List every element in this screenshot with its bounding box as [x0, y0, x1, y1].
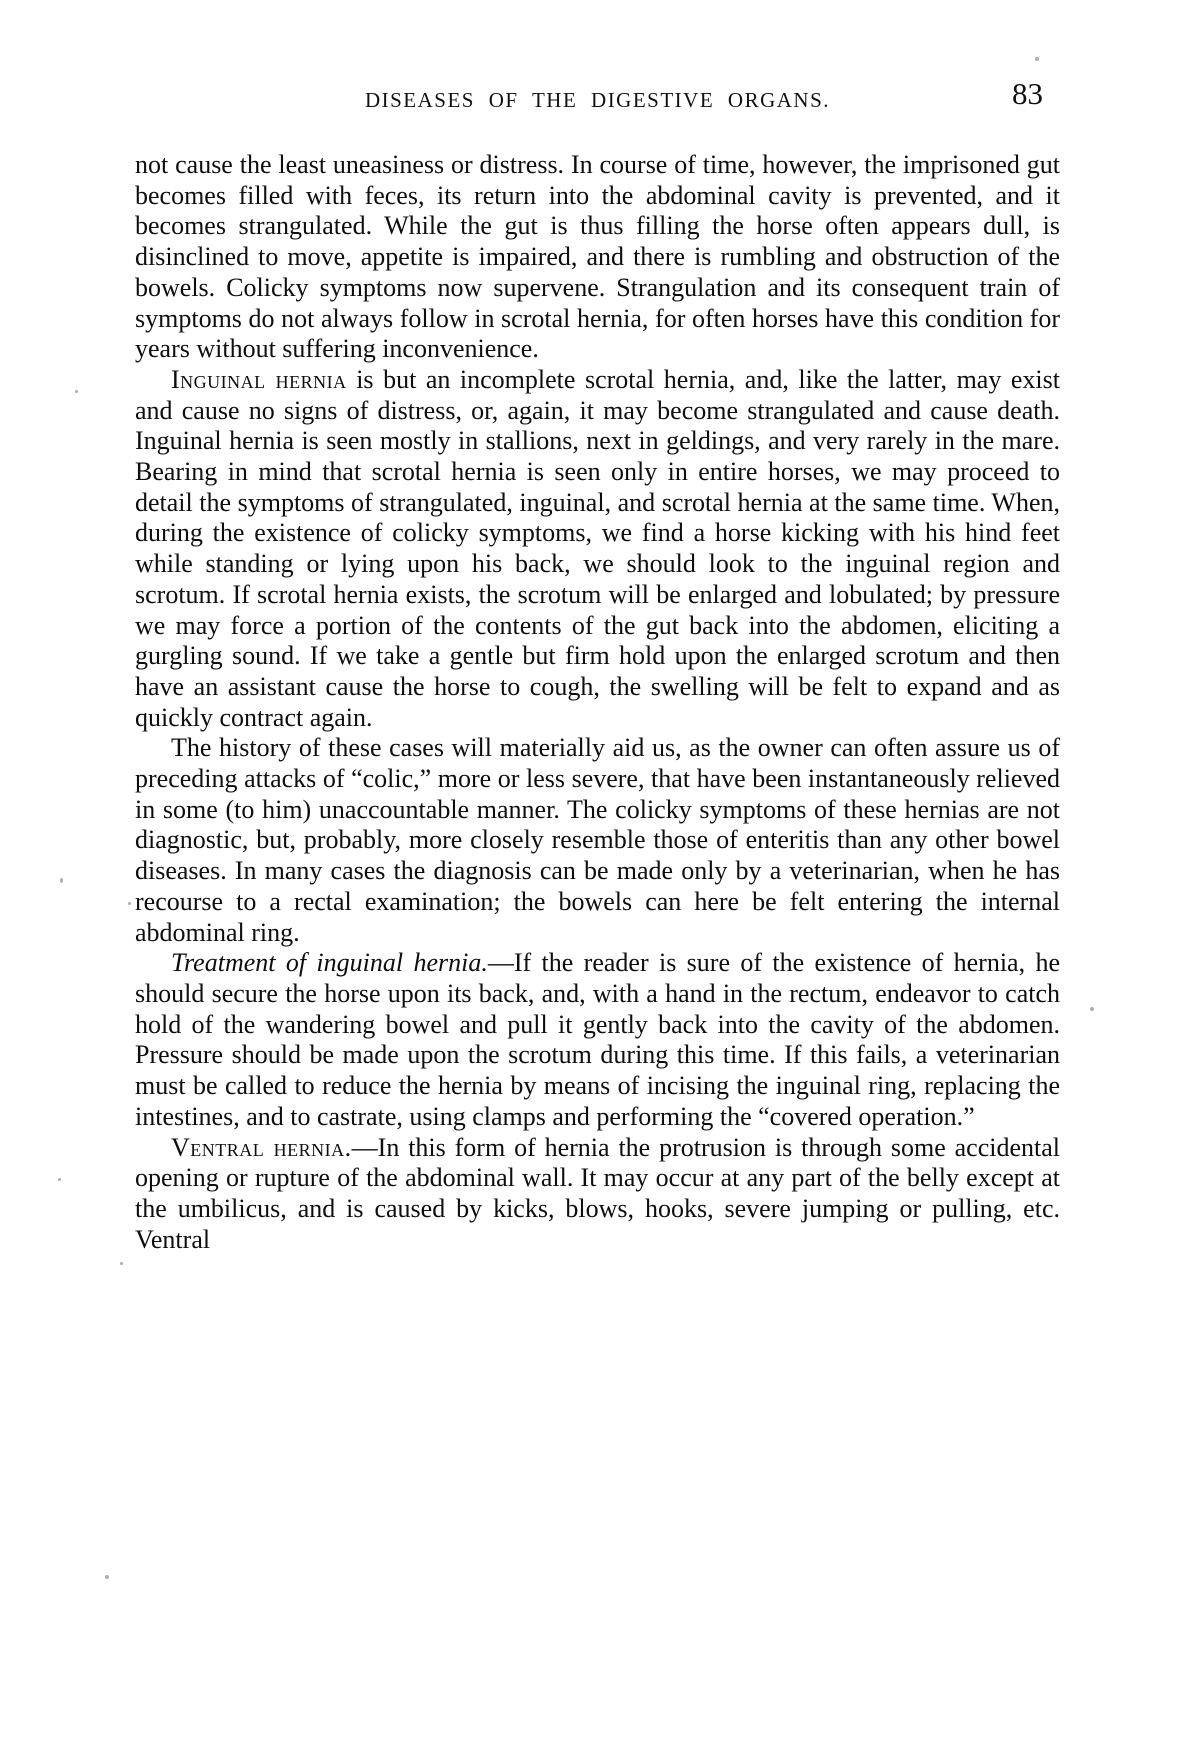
paragraph-text: not cause the least uneasiness or distress. In course of time, however, the imprisoned gut becomes filled with feces, its return into the abdominal cavity is prevented, and it becomes strangulated. While the gut is thus filling the horse often appears dull, is disinclined to move, appetite is impaired, and there is rumbling and obstruction of the bowels. Colicky symptoms now supervene. Strangulation and its consequent train of symptoms do not always follow in scrotal hernia, for often horses have this condition for years without suffering inconvenience. — [135, 150, 1060, 364]
body-text — [135, 150, 1060, 1255]
paragraph-text: —In this form of hernia the protrusion is through some accidental opening or rupture of the abdominal wall. It may occur at any part of the belly except at the umbilicus, and is caused by kicks, blows, hooks, severe jumping or pulling, etc. Ventral — [135, 1132, 1060, 1254]
scan-speck — [75, 390, 78, 393]
page-number: 83 — [1012, 76, 1043, 111]
paragraph-1 — [135, 150, 1060, 365]
paragraph-5 — [135, 1133, 1060, 1256]
running-title: DISEASES OF THE DIGESTIVE ORGANS. — [364, 88, 831, 112]
paragraph-text: The history of these cases will materially aid us, as the owner can often assure us of preceding attacks of “colic,” more or less severe, that have been instantaneously relieved in some (to him) unaccountable manner. The colicky symptoms of these hernias are not diagnostic, but, probably, more closely resemble those of enteritis than any other bowel diseases. In many cases the diagnosis can be made only by a veterinarian, when he has recourse to a rectal examination; the bowels can here be felt entering the internal abdominal ring. — [135, 733, 1060, 947]
scan-speck — [128, 902, 131, 905]
paragraph-2 — [135, 365, 1060, 733]
paragraph-lead: Ventral hernia. — [171, 1132, 352, 1162]
scan-speck — [1090, 1007, 1094, 1011]
scan-speck — [1035, 57, 1039, 61]
paragraph-4 — [135, 948, 1060, 1132]
paragraph-lead: Treatment of inguinal hernia. — [171, 948, 488, 978]
scan-speck — [58, 1178, 61, 1181]
paragraph-lead: Inguinal hernia — [171, 364, 347, 394]
paragraph-text: —If the reader is sure of the existence of hernia, he should secure the horse upon its back, and, with a hand in the rectum, endeavor to catch hold of the wandering bowel and pull it gently back into the cavity of the abdomen. Pressure should be made upon the scrotum during this time. If this fails, a veterinarian must be called to reduce the hernia by means of incising the inguinal ring, replacing the intestines, and to castrate, using clamps and performing the “covered operation.” — [135, 948, 1060, 1131]
scan-speck — [60, 878, 63, 883]
scan-speck — [120, 1262, 123, 1265]
paragraph-text: is but an incomplete scrotal hernia, and, like the latter, may exist and cause no signs of distress, or, again, it may become strangulated and cause death. Inguinal hernia is seen mostly in stallions, next in geldings, and very rarely in the mare. Bearing in mind that scrotal hernia is seen only in entire horses, we may proceed to detail the symptoms of strangulated, inguinal, and scrotal hernia at the same time. When, during the existence of colicky symptoms, we find a horse kicking with his hind feet while standing or lying upon his back, we should look to the inguinal region and scrotum. If scrotal hernia exists, the scrotum will be enlarged and lobulated; by pressure we may force a portion of the contents of the gut back into the abdomen, eliciting a gurgling sound. If we take a gentle but firm hold upon the enlarged scrotum and then have an assistant cause the horse to cough, the swelling will be felt to expand and as quickly contract again. — [135, 364, 1060, 732]
running-header — [135, 88, 1060, 124]
paragraph-3 — [135, 733, 1060, 948]
scan-speck — [105, 1575, 109, 1579]
